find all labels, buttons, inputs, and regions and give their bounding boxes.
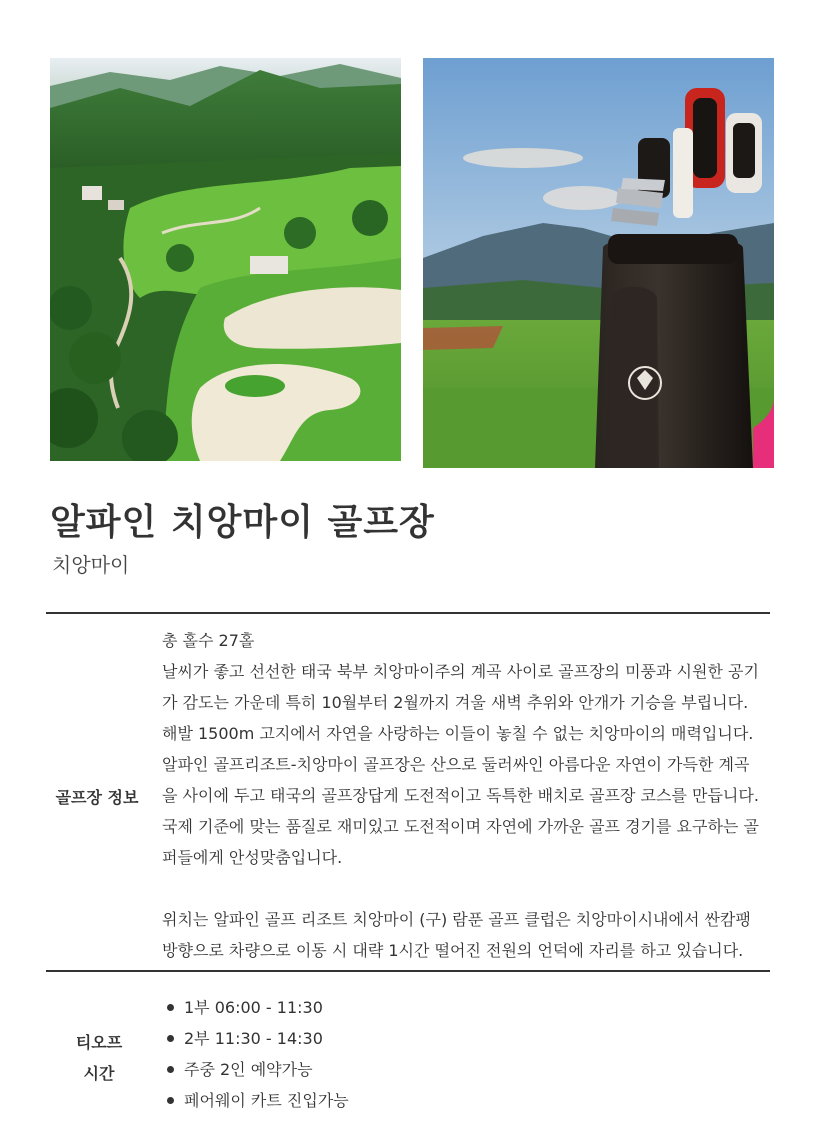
section-divider xyxy=(46,612,770,614)
tee-off-list xyxy=(162,992,349,1116)
info-line: 날씨가 좋고 선선한 태국 북부 치앙마이주의 계곡 사이로 골프장의 미풍과 시원한 공기 xyxy=(162,662,759,681)
info-line: 위치는 알파인 골프 리조트 치앙마이 (구) 람푼 골프 클럽은 치앙마이시내에서 싼캄팽 xyxy=(162,910,751,929)
golf-bag-illustration xyxy=(423,58,774,468)
info-line: 가 감도는 가운데 특히 10월부터 2월까지 겨울 새벽 추위와 안개가 기승을 부립니다. xyxy=(162,693,749,712)
list-item xyxy=(162,1054,349,1085)
bullet-icon xyxy=(167,1004,174,1011)
tee-off-item: 2부 11:30 - 14:30 xyxy=(184,1029,323,1048)
paragraph-spacer xyxy=(162,873,776,904)
tee-off-item: 페어웨이 카트 진입가능 xyxy=(184,1091,349,1110)
bullet-icon xyxy=(167,1066,174,1073)
info-line: 해발 1500m 고지에서 자연을 사랑하는 이들이 놓칠 수 없는 치앙마이의 매력입니다. xyxy=(162,724,754,743)
tee-off-item: 주중 2인 예약가능 xyxy=(184,1060,313,1079)
bullet-icon xyxy=(167,1097,174,1104)
course-info-label: 골프장 정보 xyxy=(55,788,139,807)
section-divider xyxy=(46,970,770,972)
course-info-text xyxy=(162,625,776,966)
list-item xyxy=(162,1085,349,1116)
tee-off-item: 1부 06:00 - 11:30 xyxy=(184,998,323,1017)
tee-off-label-line: 티오프 xyxy=(75,1033,123,1052)
info-line: 방향으로 차량으로 이동 시 대략 1시간 떨어진 전원의 언덕에 자리를 하고 있습니다. xyxy=(162,941,744,960)
golf-bag-photo xyxy=(423,58,774,468)
info-line: 을 사이에 두고 태국의 골프장답게 도전적이고 독특한 배치로 골프장 코스를 만듭니다. xyxy=(162,786,759,805)
info-line: 총 홀수 27홀 xyxy=(162,631,255,650)
list-item xyxy=(162,992,349,1023)
course-region: 치앙마이 xyxy=(52,553,130,577)
bullet-icon xyxy=(167,1035,174,1042)
aerial-golf-course-illustration xyxy=(50,58,401,461)
course-title: 알파인 치앙마이 골프장 xyxy=(50,502,435,543)
info-line: 국제 기준에 맞는 품질로 재미있고 도전적이며 자연에 가까운 골프 경기를 요구하는 골 xyxy=(162,817,759,836)
tee-off-label xyxy=(54,1027,144,1089)
tee-off-label-line: 시간 xyxy=(83,1064,115,1083)
aerial-golf-course-photo xyxy=(50,58,401,461)
info-line: 알파인 골프리조트-치앙마이 골프장은 산으로 둘러싸인 아름다운 자연이 가득한 계곡 xyxy=(162,755,750,774)
list-item xyxy=(162,1023,349,1054)
info-line: 퍼들에게 안성맞춤입니다. xyxy=(162,848,343,867)
